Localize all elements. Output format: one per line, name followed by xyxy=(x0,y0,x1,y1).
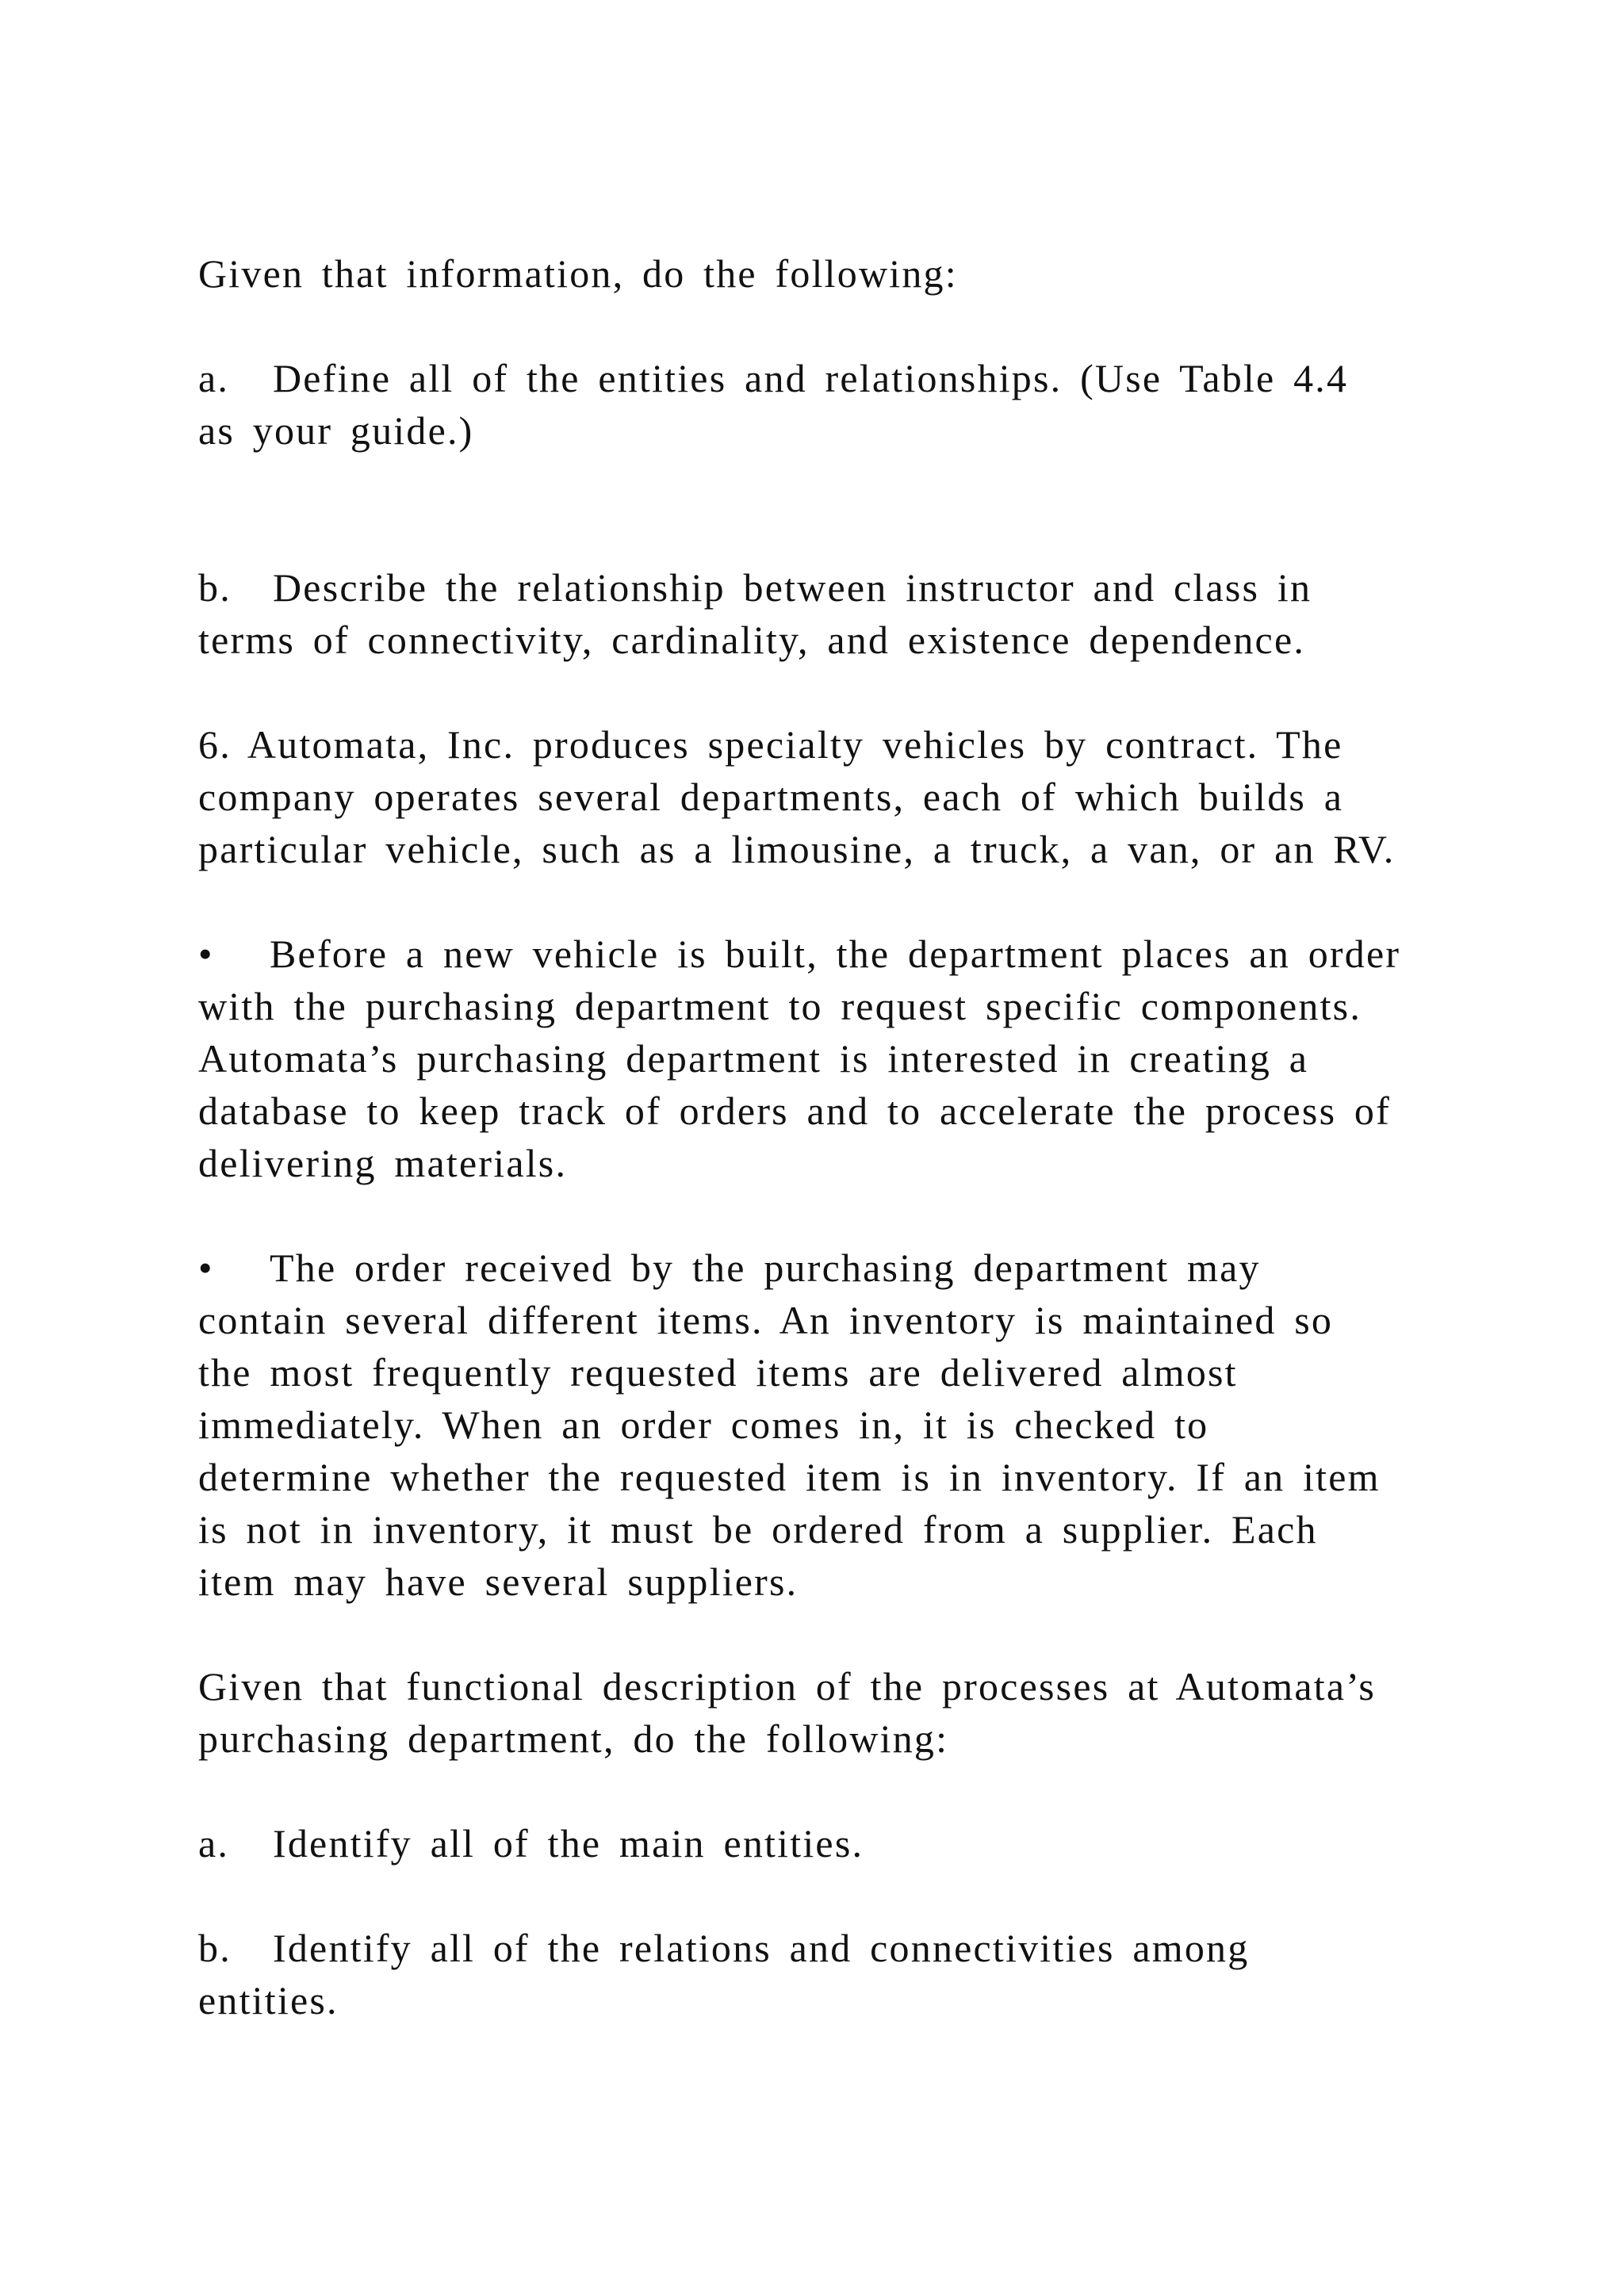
question-5b-text-1: Describe the relationship between instructor and class in xyxy=(273,565,1312,610)
question-6b xyxy=(198,1922,1435,2026)
question-6-intro-line-1: 6. Automata, Inc. produces specialty vehicles by contract. The xyxy=(198,722,1343,767)
question-6a-label: a. xyxy=(198,1821,230,1866)
question-6-intro-line-2: company operates several departments, each of which builds a xyxy=(198,775,1344,819)
question-6-intro xyxy=(198,718,1435,875)
question-6a-line-1 xyxy=(198,1817,1435,1869)
bullet-icon: • xyxy=(198,932,214,976)
bullet-icon: • xyxy=(198,1246,214,1290)
paragraph-gap xyxy=(198,1765,1435,1817)
question-6-task-intro-line-2: purchasing department, do the following: xyxy=(198,1716,949,1761)
question-5a-label: a. xyxy=(198,356,230,400)
question-6b-text-1: Identify all of the relations and connectivities among xyxy=(273,1926,1250,1970)
paragraph-gap xyxy=(198,1869,1435,1922)
intro-paragraph xyxy=(198,247,1435,300)
paragraph-gap xyxy=(198,457,1435,561)
paragraph-gap xyxy=(198,1189,1435,1242)
question-6-intro-line-3: particular vehicle, such as a limousine, a truck, a van, or an RV. xyxy=(198,827,1396,871)
bullet-1-line-1 xyxy=(198,928,1435,980)
bullet-2-line-1 xyxy=(198,1242,1435,1294)
question-5a-text-1: Define all of the entities and relationships. (Use Table 4.4 xyxy=(273,356,1349,400)
bullet-2-line-6: is not in inventory, it must be ordered from a supplier. Each xyxy=(198,1507,1318,1552)
bullet-paragraph-2 xyxy=(198,1242,1435,1608)
bullet-1-text-1: Before a new vehicle is built, the department places an order xyxy=(270,932,1401,976)
question-6-task-intro-line-1: Given that functional description of the processes at Automata’s xyxy=(198,1664,1377,1709)
question-6b-line-2: entities. xyxy=(198,1978,339,2022)
document-body xyxy=(198,247,1435,2026)
question-6a-text: Identify all of the main entities. xyxy=(273,1821,864,1866)
question-5b-line-1 xyxy=(198,561,1435,614)
question-6-task-intro xyxy=(198,1660,1435,1765)
question-5a xyxy=(198,352,1435,457)
bullet-2-line-3: the most frequently requested items are delivered almost xyxy=(198,1350,1238,1395)
bullet-1-line-5: delivering materials. xyxy=(198,1141,568,1185)
paragraph-gap xyxy=(198,666,1435,718)
bullet-2-line-7: item may have several suppliers. xyxy=(198,1559,799,1604)
question-6a xyxy=(198,1817,1435,1869)
paragraph-gap xyxy=(198,1608,1435,1660)
question-5b-label: b. xyxy=(198,565,232,610)
paragraph-gap xyxy=(198,300,1435,352)
bullet-1-line-3: Automata’s purchasing department is interested in creating a xyxy=(198,1036,1309,1081)
bullet-1-line-4: database to keep track of orders and to accelerate the process of xyxy=(198,1089,1391,1133)
bullet-paragraph-1 xyxy=(198,928,1435,1189)
question-5a-line-2: as your guide.) xyxy=(198,408,474,453)
bullet-2-text-1: The order received by the purchasing department may xyxy=(270,1246,1261,1290)
bullet-1-line-2: with the purchasing department to request specific components. xyxy=(198,984,1362,1028)
question-5b-line-2: terms of connectivity, cardinality, and existence dependence. xyxy=(198,618,1306,662)
question-5b xyxy=(198,561,1435,666)
question-6b-line-1 xyxy=(198,1922,1435,1974)
paragraph-gap xyxy=(198,875,1435,928)
question-6b-label: b. xyxy=(198,1926,232,1970)
question-5a-line-1 xyxy=(198,352,1435,404)
bullet-2-line-4: immediately. When an order comes in, it is checked to xyxy=(198,1402,1209,1447)
intro-line: Given that information, do the following: xyxy=(198,251,958,296)
bullet-2-line-2: contain several different items. An inventory is maintained so xyxy=(198,1298,1334,1342)
bullet-2-line-5: determine whether the requested item is in inventory. If an item xyxy=(198,1455,1381,1499)
